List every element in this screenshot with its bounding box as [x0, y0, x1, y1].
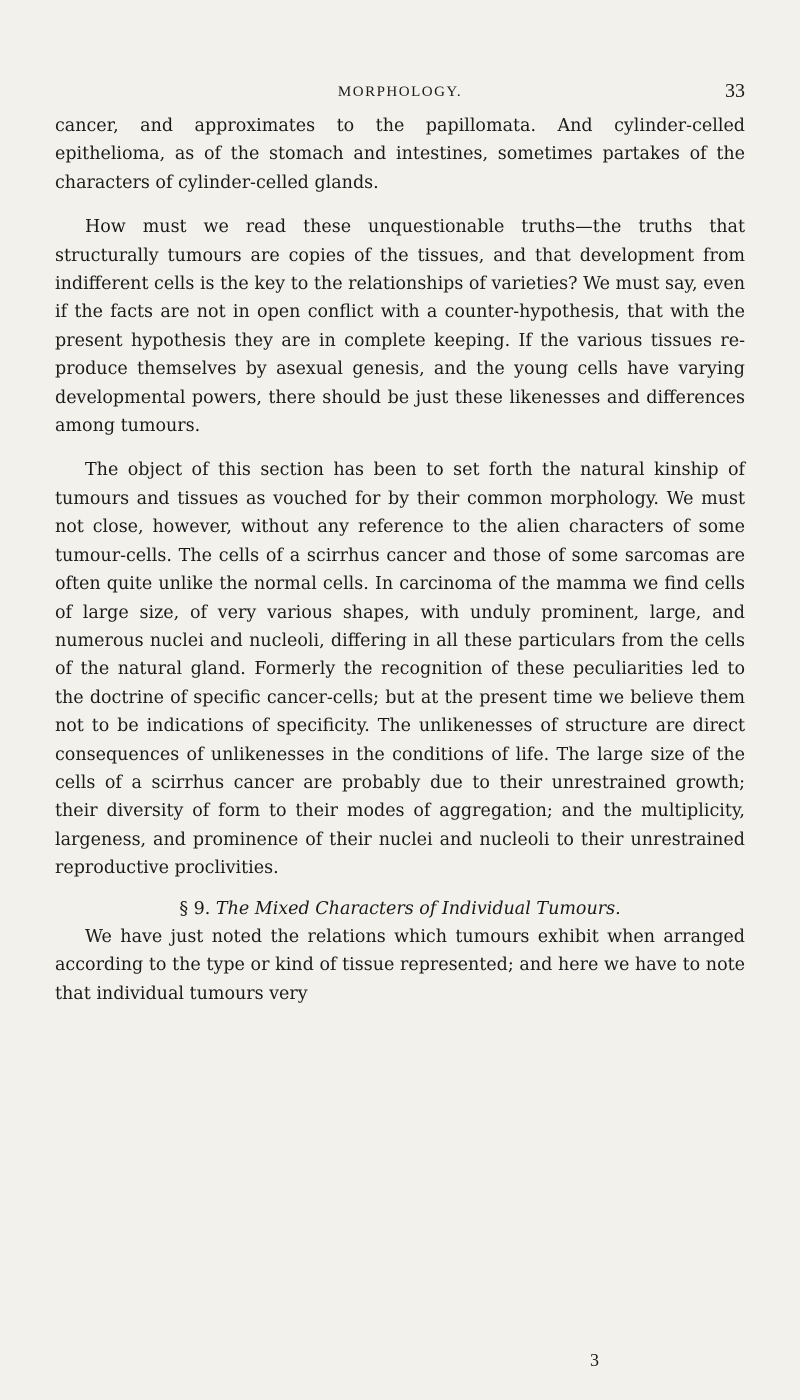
section-heading: [55, 895, 745, 923]
page-number: 33: [725, 80, 745, 102]
body-text: [55, 112, 745, 1008]
running-head: [0, 80, 800, 106]
paragraph: We have just noted the relations which tumours exhibit when arranged according to the type or kind of tissue represented; and here we have to note that individual tumours very: [55, 926, 745, 1004]
section-number: § 9.: [179, 898, 211, 919]
paragraph: The object of this section has been to set forth the natural kinship of tumours and tissues as vouched for by their common morphology. We must not close, however, without any reference to the alien characters of some tumour-cells. The cells of a scirrhus cancer and those of some sarcomas are often quite unlike the normal cells. In carcinoma of the mamma we find cells of large size, of very various shapes, with unduly prominent, large, and numerous nuclei and nucleoli, differing in all these particulars from the cells of the natural gland. Formerly the recognition of these peculiarities led to the doctrine of specific cancer-cells; but at the present time we believe them not to be indications of specificity. The unlikenesses of structure are direct consequences of unlikenesses in the conditions of life. The large size of the cells of a scirrhus cancer are probably due to their unrestrained growth; their diversity of form to their modes of aggregation; and the multiplicity, largeness, and prominence of their nuclei and nucleoli to their unrestrained reproductive proclivities.: [55, 460, 745, 879]
paragraph: How must we read these unquestionable truths—the truths that structurally tumours are copies of the tissues, and that development from indifferent cells is the key to the relationships of varieties? We must say, even if the facts are not in open conflict with a counter-hypothesis, that with the present hypothesis they are in complete keeping. If the various tissues reproduce themselves by asexual genesis, and the young cells have varying developmental powers, there should be just these likenesses and differences among tumours.: [55, 217, 745, 437]
header-title: MORPHOLOGY.: [337, 84, 463, 100]
paragraph-continuation: cancer, and approximates to the papillomata. And cylinder-celled epithelioma, as of the stomach and intestines, sometimes partakes of the characters of cylinder-celled glands.: [55, 116, 745, 193]
signature-mark: 3: [590, 1350, 599, 1370]
section-title: The Mixed Characters of Individual Tumours.: [215, 898, 621, 919]
